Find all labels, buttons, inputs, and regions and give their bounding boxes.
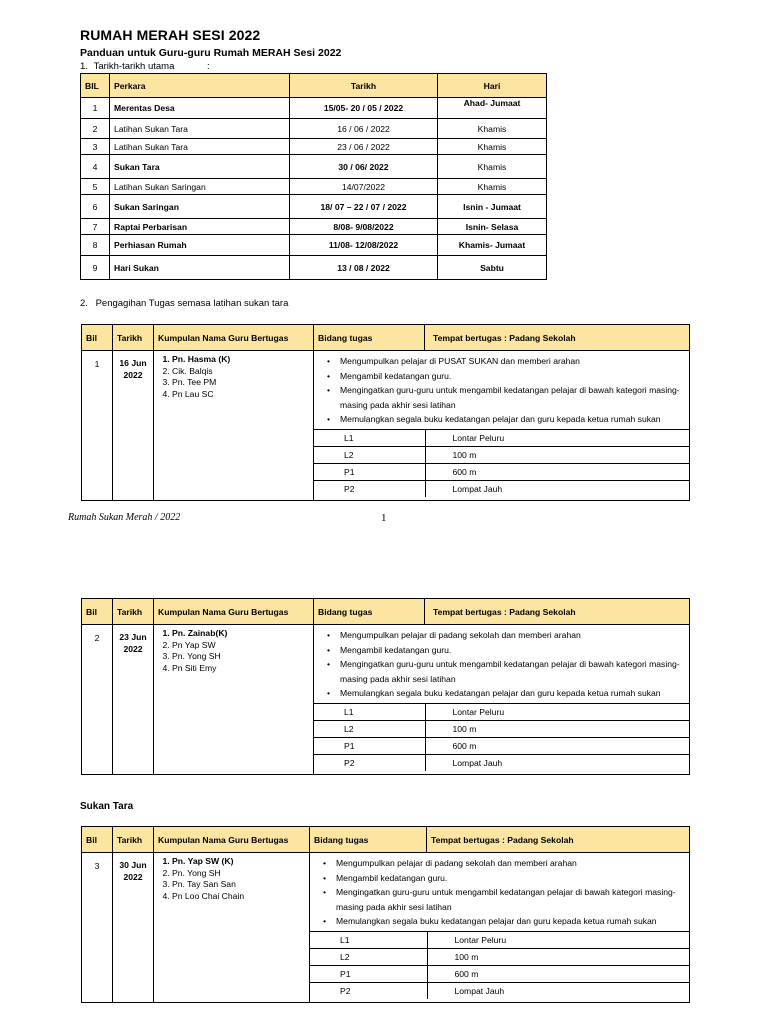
event-table (310, 931, 689, 999)
row-perkara: Latihan Sukan Saringan (110, 179, 290, 195)
duty-table-2 (81, 598, 690, 775)
list-item: • Mengumpulkan pelajar di PUSAT SUKAN dan memberi arahan (340, 354, 685, 369)
list-item: • Mengambil kedatangan guru. (340, 369, 685, 384)
table-row (81, 195, 547, 219)
duty-tarikh-day: 30 Jun (119, 860, 147, 870)
list-item: 1. Pn. Yap SW (K) (172, 856, 305, 868)
duty-header-row (82, 325, 690, 351)
row-perkara: Merentas Desa (110, 98, 290, 119)
row-hari: Khamis- Jumaat (438, 235, 547, 256)
event-name: 100 m (427, 948, 689, 965)
section-1-colon: : (207, 61, 210, 72)
event-code: L1 (314, 429, 425, 446)
sukan-tara-heading: Sukan Tara (80, 801, 134, 812)
row-tarikh: 13 / 08 / 2022 (290, 256, 438, 280)
footer-text: Rumah Sukan Merah / 2022 (68, 512, 181, 523)
header-tempat: Tempat bertugas : Padang Sekolah (425, 599, 690, 625)
list-item: • Memulangkan segala buku kedatangan pelajar dan guru kepada ketua rumah sukan (340, 412, 685, 427)
duty-tarikh-year: 2022 (123, 872, 143, 882)
row-bil: 2 (81, 119, 110, 139)
row-tarikh: 16 / 06 / 2022 (290, 119, 438, 139)
event-code: P2 (314, 480, 425, 497)
table-row (314, 429, 689, 446)
row-hari: Isnin - Jumaat (438, 195, 547, 219)
document-title: RUMAH MERAH SESI 2022 (80, 27, 261, 43)
duty-bil: 2 (82, 625, 113, 775)
event-table (314, 429, 689, 497)
table-row (310, 931, 689, 948)
event-code: P1 (314, 463, 425, 480)
event-name: Lompat Jauh (425, 754, 689, 771)
event-name: 600 m (425, 463, 689, 480)
list-item: • Memulangkan segala buku kedatangan pelajar dan guru kepada ketua rumah sukan (336, 914, 685, 929)
duty-row (82, 853, 690, 1003)
list-item: • Mengumpulkan pelajar di padang sekolah dan memberi arahan (340, 628, 685, 643)
list-item: • Mengumpulkan pelajar di padang sekolah dan memberi arahan (336, 856, 685, 871)
event-name: Lompat Jauh (425, 480, 689, 497)
list-item: 2. Cik. Balqis (172, 366, 309, 378)
row-bil: 6 (81, 195, 110, 219)
duty-tarikh (113, 625, 154, 775)
event-name: 100 m (425, 720, 689, 737)
event-code: P1 (314, 737, 425, 754)
row-perkara: Sukan Tara (110, 155, 290, 179)
header-kumpulan: Kumpulan Nama Guru Bertugas (154, 599, 314, 625)
event-code: L2 (314, 446, 425, 463)
header-bil: BIL (81, 74, 110, 98)
row-bil: 7 (81, 219, 110, 235)
event-code: L1 (310, 931, 427, 948)
duty-tasks (310, 853, 690, 1003)
teacher-list (158, 856, 305, 902)
table-row (81, 256, 547, 280)
row-perkara: Latihan Sukan Tara (110, 119, 290, 139)
header-kumpulan: Kumpulan Nama Guru Bertugas (154, 827, 310, 853)
header-bidang: Bidang tugas (310, 827, 427, 853)
list-item: • Mengingatkan guru-guru untuk mengambil kedatangan pelajar di bawah kategori masing-masing pada akhir sesi latihan (340, 383, 685, 412)
list-item: • Mengingatkan guru-guru untuk mengambil kedatangan pelajar di bawah kategori masing-masing pada akhir sesi latihan (340, 657, 685, 686)
header-perkara: Perkara (110, 74, 290, 98)
table-row (314, 480, 689, 497)
table-row (310, 982, 689, 999)
row-tarikh: 18/ 07 – 22 / 07 / 2022 (290, 195, 438, 219)
table-row (314, 463, 689, 480)
list-item: 4. Pn Loo Chai Chain (172, 891, 305, 903)
duty-names (154, 351, 314, 501)
table-row (81, 119, 547, 139)
event-name: Lontar Peluru (425, 429, 689, 446)
table-row (310, 965, 689, 982)
header-tarikh: Tarikh (113, 325, 154, 351)
header-bidang: Bidang tugas (314, 325, 425, 351)
row-perkara: Sukan Saringan (110, 195, 290, 219)
row-hari: Khamis (438, 139, 547, 155)
duty-tarikh-day: 16 Jun (119, 358, 147, 368)
table-row (314, 720, 689, 737)
section-1-label: Tarikh-tarikh utama (93, 61, 175, 72)
list-item: • Mengambil kedatangan guru. (336, 871, 685, 886)
row-bil: 4 (81, 155, 110, 179)
key-dates-header-row (81, 74, 547, 98)
row-hari: Khamis (438, 119, 547, 139)
teacher-list (158, 354, 309, 400)
event-code: P2 (314, 754, 425, 771)
duty-row (82, 625, 690, 775)
duty-header-row (82, 827, 690, 853)
row-tarikh: 11/08- 12/08/2022 (290, 235, 438, 256)
row-perkara: Perhiasan Rumah (110, 235, 290, 256)
row-hari: Ahad- Jumaat (438, 98, 547, 119)
section-2-heading (80, 298, 288, 309)
task-list (310, 853, 689, 931)
row-hari: Khamis (438, 155, 547, 179)
header-bil: Bil (82, 325, 113, 351)
header-tempat: Tempat bertugas : Padang Sekolah (427, 827, 690, 853)
header-tarikh: Tarikh (113, 827, 154, 853)
duty-tarikh-day: 23 Jun (119, 632, 147, 642)
row-bil: 5 (81, 179, 110, 195)
row-tarikh: 14/07/2022 (290, 179, 438, 195)
event-code: L2 (310, 948, 427, 965)
event-code: P2 (310, 982, 427, 999)
event-name: 100 m (425, 446, 689, 463)
header-bil: Bil (82, 827, 113, 853)
list-item: 3. Pn. Tay San San (172, 879, 305, 891)
row-bil: 3 (81, 139, 110, 155)
row-perkara: Raptai Perbarisan (110, 219, 290, 235)
row-bil: 8 (81, 235, 110, 256)
header-tarikh: Tarikh (290, 74, 438, 98)
table-row (81, 179, 547, 195)
header-hari: Hari (438, 74, 547, 98)
event-name: 600 m (425, 737, 689, 754)
event-code: P1 (310, 965, 427, 982)
table-row (314, 703, 689, 720)
row-tarikh: 15/05- 20 / 05 / 2022 (290, 98, 438, 119)
table-row (81, 219, 547, 235)
list-item: 2. Pn Yap SW (172, 640, 309, 652)
list-item: 4. Pn Lau SC (172, 389, 309, 401)
duty-tarikh-year: 2022 (123, 644, 143, 654)
row-tarikh: 8/08- 9/08/2022 (290, 219, 438, 235)
list-item: • Memulangkan segala buku kedatangan pelajar dan guru kepada ketua rumah sukan (340, 686, 685, 701)
list-item: 1. Pn. Hasma (K) (172, 354, 309, 366)
duty-names (154, 853, 310, 1003)
duty-tasks (314, 625, 690, 775)
task-list (314, 625, 689, 703)
row-perkara: Hari Sukan (110, 256, 290, 280)
page-number: 1 (381, 512, 387, 524)
table-row (81, 98, 547, 119)
teacher-list (158, 628, 309, 674)
duty-names (154, 625, 314, 775)
key-dates-table (80, 73, 547, 280)
row-hari: Khamis (438, 179, 547, 195)
row-tarikh: 30 / 06/ 2022 (290, 155, 438, 179)
duty-row (82, 351, 690, 501)
duty-tarikh-year: 2022 (123, 370, 143, 380)
document-subtitle: Panduan untuk Guru-guru Rumah MERAH Sesi 2022 (80, 47, 342, 59)
row-bil: 9 (81, 256, 110, 280)
list-item: 2. Pn. Yong SH (172, 868, 305, 880)
duty-bil: 1 (82, 351, 113, 501)
duty-tasks (314, 351, 690, 501)
header-tarikh: Tarikh (113, 599, 154, 625)
task-list (314, 351, 689, 429)
list-item: 4. Pn Siti Emy (172, 663, 309, 675)
event-code: L1 (314, 703, 425, 720)
section-1-number: 1. (80, 61, 88, 72)
duty-header-row (82, 599, 690, 625)
section-1-heading (80, 61, 210, 72)
header-bidang: Bidang tugas (314, 599, 425, 625)
header-kumpulan: Kumpulan Nama Guru Bertugas (154, 325, 314, 351)
table-row (81, 155, 547, 179)
table-row (81, 139, 547, 155)
row-tarikh: 23 / 06 / 2022 (290, 139, 438, 155)
event-code: L2 (314, 720, 425, 737)
event-table (314, 703, 689, 771)
table-row (314, 754, 689, 771)
duty-tarikh (113, 853, 154, 1003)
table-row (314, 446, 689, 463)
duty-table-1 (81, 324, 690, 501)
event-name: Lontar Peluru (427, 931, 689, 948)
header-tempat: Tempat bertugas : Padang Sekolah (425, 325, 690, 351)
list-item: • Mengambil kedatangan guru. (340, 643, 685, 658)
header-bil: Bil (82, 599, 113, 625)
row-hari: Sabtu (438, 256, 547, 280)
row-perkara: Latihan Sukan Tara (110, 139, 290, 155)
table-row (310, 948, 689, 965)
duty-table-3 (81, 826, 690, 1003)
duty-tarikh (113, 351, 154, 501)
row-bil: 1 (81, 98, 110, 119)
list-item: 3. Pn. Yong SH (172, 651, 309, 663)
row-hari: Isnin- Selasa (438, 219, 547, 235)
event-name: 600 m (427, 965, 689, 982)
list-item: • Mengingatkan guru-guru untuk mengambil kedatangan pelajar di bawah kategori masing-masing pada akhir sesi latihan (336, 885, 685, 914)
section-2-number: 2. (80, 298, 88, 309)
section-2-label: Pengagihan Tugas semasa latihan sukan tara (95, 298, 289, 309)
table-row (314, 737, 689, 754)
duty-bil: 3 (82, 853, 113, 1003)
list-item: 3. Pn. Tee PM (172, 377, 309, 389)
event-name: Lontar Peluru (425, 703, 689, 720)
list-item: 1. Pn. Zainab(K) (172, 628, 309, 640)
table-row (81, 235, 547, 256)
event-name: Lompat Jauh (427, 982, 689, 999)
